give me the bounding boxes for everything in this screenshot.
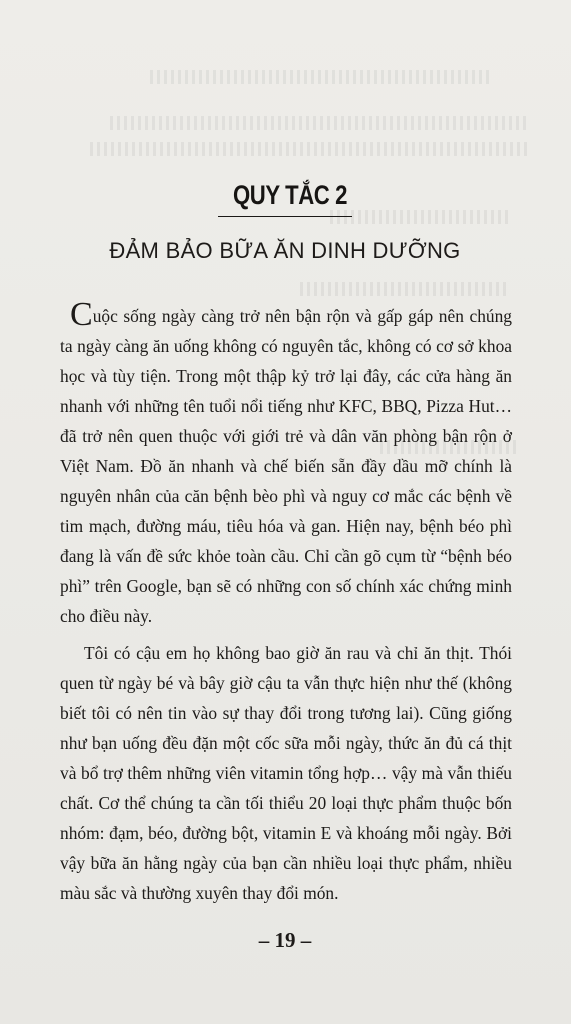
show-through-text bbox=[330, 210, 510, 224]
drop-cap: C bbox=[70, 296, 93, 333]
body-text bbox=[60, 296, 512, 915]
show-through-text bbox=[90, 142, 530, 156]
rule-number-heading: QUY TẮC 2 bbox=[232, 180, 348, 210]
paragraph-2: Tôi có cậu em họ không bao giờ ăn rau và chỉ ăn thịt. Thói quen từ ngày bé và bây giờ cậu ta vẫn thực hiện như thế (không biết tôi có nên tin vào sự thay đổi trong tương lai). Cũng giống như bạn uống đều đặn một cốc sữa mỗi ngày, thức ăn đủ cá thịt và bổ trợ thêm những viên vitamin tổng hợp… vậy mà vẫn thiếu chất. Cơ thể chúng ta cần tối thiểu 20 loại thực phẩm thuộc bốn nhóm: đạm, béo, đường bột, vitamin E và khoáng mỗi ngày. Bởi vậy bữa ăn hằng ngày của bạn cần nhiều loại thực phẩm, nhiều màu sắc và thường xuyên thay đổi món. bbox=[60, 643, 512, 903]
page-number: – 19 – bbox=[258, 928, 312, 952]
heading-underline bbox=[218, 216, 352, 217]
paragraph-1-text: uộc sống ngày càng trở nên bận rộn và gấp gáp nên chúng ta ngày càng ăn uống không có nguyên tắc, không có cơ sở khoa học và tùy tiện. Trong một thập kỷ trở lại đây, các cửa hàng ăn nhanh với những tên tuổi nổi tiếng như KFC, BBQ, Pizza Hut… đã trở nên quen thuộc với giới trẻ và dân văn phòng bận rộn ở Việt Nam. Đồ ăn nhanh và chế biến sẵn đầy dầu mỡ chính là nguyên nhân của căn bệnh bèo phì và nguy cơ mắc các bệnh về tim mạch, đường máu, tiêu hóa và gan. Hiện nay, bệnh béo phì đang là vấn đề sức khỏe toàn cầu. Chỉ cần gõ cụm từ “bệnh béo phì” trên Google, bạn sẽ có những con số chính xác chứng minh cho điều này. bbox=[60, 306, 512, 626]
show-through-text bbox=[150, 70, 490, 84]
show-through-text bbox=[300, 282, 510, 296]
show-through-text bbox=[110, 116, 530, 130]
paragraph-1 bbox=[60, 296, 512, 631]
chapter-title: ĐẢM BẢO BỮA ĂN DINH DƯỠNG bbox=[109, 238, 461, 263]
